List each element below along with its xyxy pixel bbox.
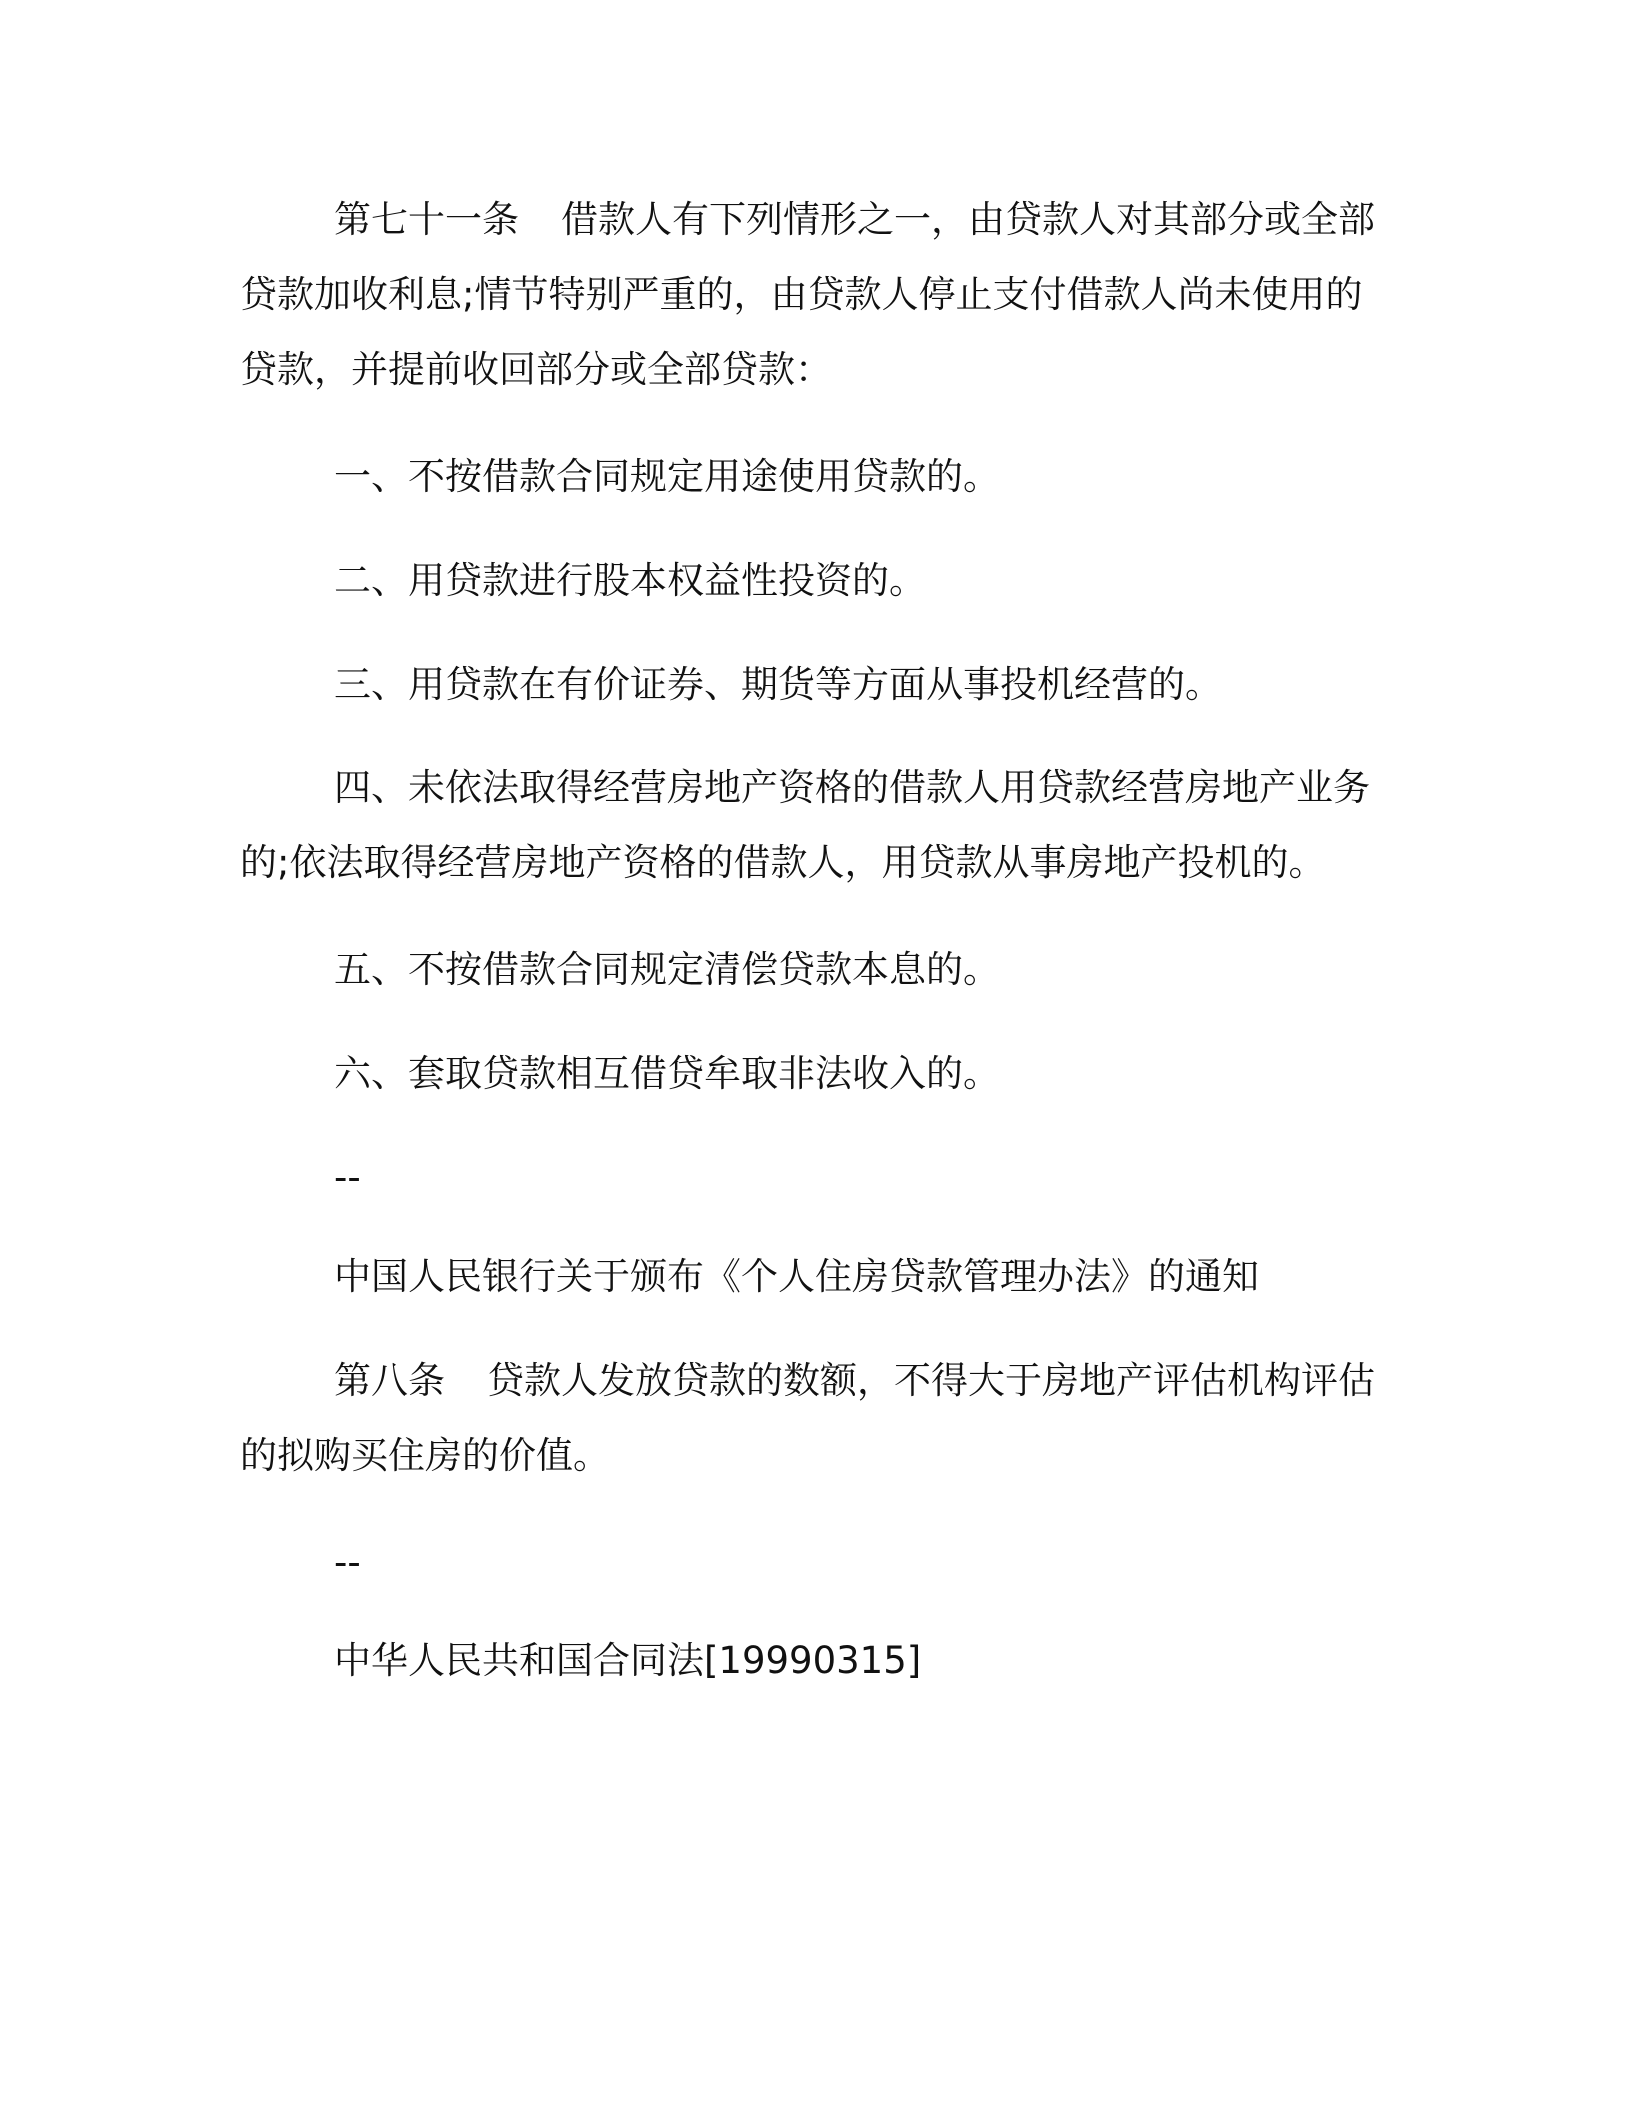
article-71-text-3: 贷款，并提前收回部分或全部贷款： — [240, 348, 832, 391]
law-title: 中华人民共和国合同法[19990315] — [334, 1639, 922, 1682]
article-71-text-2: 贷款加收利息;情节特别严重的，由贷款人停止支付借款人尚未使用的 — [240, 273, 1363, 316]
list-item-6: 六、套取贷款相互借贷牟取非法收入的。 — [334, 1052, 1000, 1095]
notice-title: 中国人民银行关于颁布《个人住房贷款管理办法》的通知 — [334, 1255, 1259, 1298]
article-71-first-line — [334, 195, 1390, 245]
list-item-4-line-1: 四、未依法取得经营房地产资格的借款人用贷款经营房地产业务 — [334, 766, 1370, 809]
list-item-3: 三、用贷款在有价证券、期货等方面从事投机经营的。 — [334, 663, 1222, 706]
list-item-2: 二、用贷款进行股本权益性投资的。 — [334, 559, 926, 602]
article-8-text-2: 的拟购买住房的价值。 — [240, 1434, 610, 1477]
list-item-5: 五、不按借款合同规定清偿贷款本息的。 — [334, 948, 1000, 991]
article-71-text-1: 借款人有下列情形之一，由贷款人对其部分或全部 — [561, 198, 1375, 241]
separator-1: -- — [334, 1156, 361, 1199]
article-71-label: 第七十一条 — [334, 198, 519, 241]
article-8-first-line — [334, 1356, 1390, 1406]
article-8-text-1: 贷款人发放贷款的数额，不得大于房地产评估机构评估 — [487, 1359, 1375, 1402]
article-8-label: 第八条 — [334, 1359, 445, 1402]
list-item-1: 一、不按借款合同规定用途使用贷款的。 — [334, 455, 1000, 498]
separator-2: -- — [334, 1541, 361, 1584]
list-item-4-line-2: 的;依法取得经营房地产资格的借款人，用贷款从事房地产投机的。 — [240, 841, 1326, 884]
